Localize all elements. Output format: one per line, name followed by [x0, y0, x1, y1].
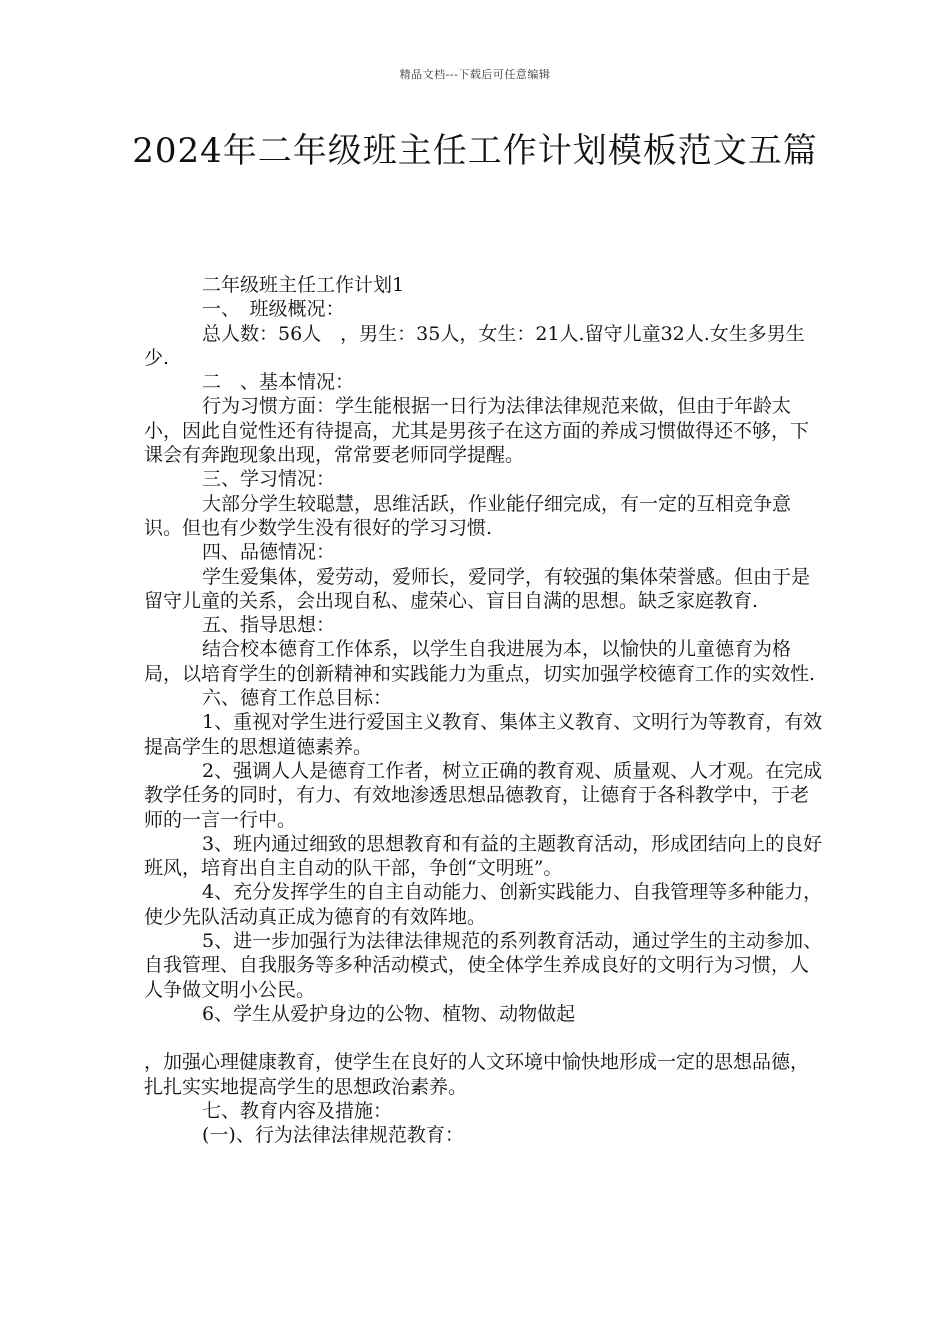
list-item: 5、进一步加强行为法律法律规范的系列教育活动，通过学生的主动参加、自我管理、自我服务等多种活动模式，使全体学生养成良好的文明行为习惯，人人争做文明小公民。	[144, 930, 823, 1001]
section-heading: 四、品德情况：	[202, 541, 336, 564]
section-heading: 二 、基本情况：	[202, 371, 355, 394]
section-heading: 一、 班级概况：	[202, 298, 345, 321]
page-header-note: 精品文档---下载后可任意编辑	[399, 68, 551, 81]
paragraph: 结合校本德育工作体系，以学生自我进展为本，以愉快的儿童德育为格局，以培育学生的创新精神和实践能力为重点，切实加强学校德育工作的实效性.	[144, 638, 816, 685]
section-heading: (一)、行为法律法律规范教育：	[202, 1124, 464, 1147]
list-item: 3、班内通过细致的思想教育和有益的主题教育活动，形成团结向上的良好班风，培育出自主自动的队干部，争创“文明班”。	[144, 832, 823, 880]
paragraph: 行为习惯方面：学生能根据一日行为法律法律规范来做，但由于年龄太小，因此自觉性还有待提高，尤其是男孩子在这方面的养成习惯做得还不够，下课会有奔跑现象出现，常常要老师同学提醒。	[144, 395, 810, 467]
list-item: 1、重视对学生进行爱国主义教育、集体主义教育、文明行为等教育，有效提高学生的思想道德素养。	[144, 711, 823, 758]
section-heading: 五、指导思想：	[202, 614, 336, 637]
section-heading: 六、德育工作总目标：	[202, 687, 393, 710]
paragraph: 学生爱集体，爱劳动，爱师长，爱同学，有较强的集体荣誉感。但由于是留守儿童的关系，会出现自私、虚荣心、盲目自满的思想。缺乏家庭教育.	[144, 565, 811, 612]
list-item: 4、充分发挥学生的自主自动能力、创新实践能力、自我管理等多种能力，使少先队活动真正成为德育的有效阵地。	[144, 881, 823, 928]
section-heading: 二年级班主任工作计划1	[202, 274, 405, 296]
list-item: 6、学生从爱护身边的公物、植物、动物做起	[202, 1002, 576, 1025]
document-title: 2024年二年级班主任工作计划模板范文五篇	[132, 131, 818, 171]
section-heading: 七、教育内容及措施：	[202, 1099, 393, 1122]
section-heading: 三、学习情况：	[202, 468, 336, 491]
paragraph: ，加强心理健康教育，使学生在良好的人文环境中愉快地形成一定的思想品德，扎扎实实地提高学生的思想政治素养。	[144, 1051, 810, 1098]
list-item: 2、强调人人是德育工作者，树立正确的教育观、质量观、人才观。在完成教学任务的同时，有力、有效地渗透思想品德教育，让德育于各科教学中，于老师的一言一行中。	[144, 759, 823, 831]
paragraph: 大部分学生较聪慧，思维活跃，作业能仔细完成，有一定的互相竞争意识。但也有少数学生没有很好的学习习惯.	[144, 492, 792, 539]
paragraph: 总人数：56人 ，男生：35人，女生：21人.留守儿童32人.女生多男生少.	[144, 322, 805, 369]
document-body	[144, 273, 824, 1147]
